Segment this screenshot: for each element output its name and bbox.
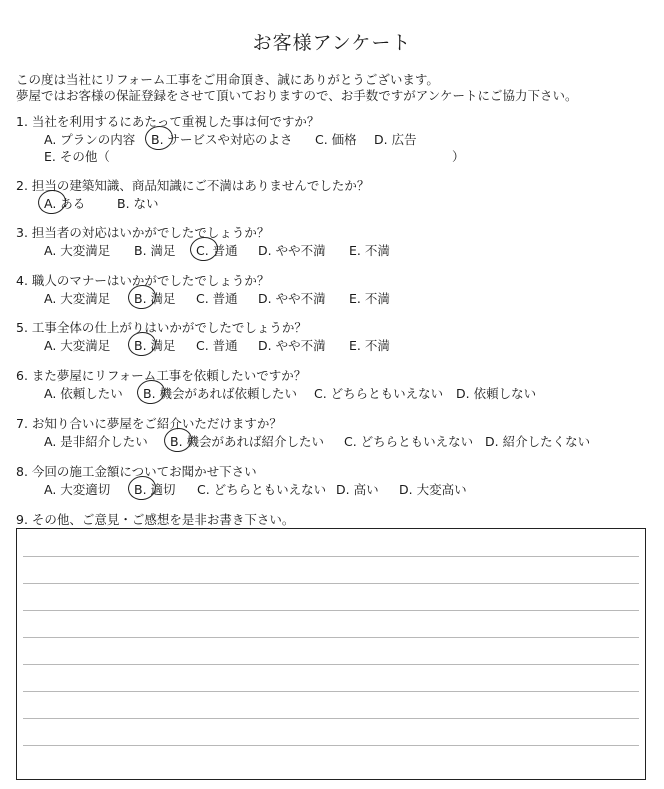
option-q8-e[interactable]: D. 大変高い <box>399 482 467 497</box>
option-q3-a[interactable]: A. 大変満足 <box>44 243 111 258</box>
option-q3-e[interactable]: E. 不満 <box>349 243 390 258</box>
page-title: お客様アンケート <box>252 32 412 54</box>
option-q1-d[interactable]: D. 広告 <box>374 132 417 147</box>
option-q4-b[interactable]: B. 満足 <box>134 291 176 306</box>
writing-line <box>23 583 639 584</box>
option-q4-a[interactable]: A. 大変満足 <box>44 291 111 306</box>
option-q1-b[interactable]: B. サービスや対応のよさ <box>151 132 293 147</box>
option-q5-b[interactable]: B. 満足 <box>134 338 176 353</box>
option-q1-e-close: ） <box>452 149 465 164</box>
option-q5-c[interactable]: C. 普通 <box>196 338 238 353</box>
question-7: 7. お知り合いに夢屋をご紹介いただけますか？ <box>16 416 282 431</box>
option-q1-c[interactable]: C. 価格 <box>315 132 357 147</box>
options-q5 <box>44 336 464 354</box>
option-q7-a[interactable]: A. 是非紹介したい <box>44 434 148 449</box>
option-q6-d[interactable]: D. 依頼しない <box>456 386 537 401</box>
option-q4-e[interactable]: E. 不満 <box>349 291 390 306</box>
options-q3 <box>44 241 464 259</box>
option-q8-c[interactable]: C. どちらともいえない <box>197 482 327 497</box>
question-9: 9. その他、ご意見・ご感想を是非お書き下さい。 <box>16 512 295 527</box>
option-q8-a[interactable]: A. 大変適切 <box>44 482 111 497</box>
question-2: 2. 担当の建築知識、商品知識にご不満はありませんでしたか？ <box>16 178 370 193</box>
option-q2-a[interactable]: A. ある <box>44 196 86 211</box>
option-q6-b[interactable]: B. 機会があれば依頼したい <box>143 386 298 401</box>
option-q5-e[interactable]: E. 不満 <box>349 338 390 353</box>
option-q6-a[interactable]: A. 依頼したい <box>44 386 123 401</box>
writing-line <box>23 610 639 611</box>
question-3: 3. 担当者の対応はいかがでしたでしょうか？ <box>16 225 270 240</box>
options-q2 <box>44 194 344 212</box>
writing-line <box>23 556 639 557</box>
option-q8-d[interactable]: D. 高い <box>336 482 379 497</box>
question-6: 6. また夢屋にリフォーム工事を依頼したいですか？ <box>16 368 307 383</box>
options-q8 <box>44 480 644 498</box>
question-4: 4. 職人のマナーはいかがでしたでしょうか？ <box>16 273 270 288</box>
options-q1 <box>44 130 644 148</box>
option-q1-a[interactable]: A. プランの内容 <box>44 132 136 147</box>
writing-line <box>23 664 639 665</box>
option-q5-a[interactable]: A. 大変満足 <box>44 338 111 353</box>
options-q4 <box>44 289 464 307</box>
option-q8-b[interactable]: B. 適切 <box>134 482 176 497</box>
question-5: 5. 工事全体の仕上がりはいかがでしたでしょうか？ <box>16 320 307 335</box>
writing-line <box>23 691 639 692</box>
option-q4-d[interactable]: D. やや不満 <box>258 291 326 306</box>
question-8: 8. 今回の施工金額についてお聞かせ下さい <box>16 464 257 479</box>
options-q6 <box>44 384 644 402</box>
option-q7-d[interactable]: D. 紹介したくない <box>485 434 591 449</box>
option-q3-b[interactable]: B. 満足 <box>134 243 176 258</box>
option-q7-b[interactable]: B. 機会があれば紹介したい <box>170 434 325 449</box>
option-q5-d[interactable]: D. やや不満 <box>258 338 326 353</box>
writing-line <box>23 718 639 719</box>
option-q2-b[interactable]: B. ない <box>117 196 159 211</box>
option-q4-c[interactable]: C. 普通 <box>196 291 238 306</box>
option-q3-c[interactable]: C. 普通 <box>196 243 238 258</box>
comment-box[interactable] <box>16 528 646 780</box>
option-q6-c[interactable]: C. どちらともいえない <box>314 386 444 401</box>
intro-line-2: 夢屋ではお客様の保証登録をさせて頂いておりますので、お手数ですがアンケートにご協力下さい。 <box>16 88 578 103</box>
option-q7-c[interactable]: C. どちらともいえない <box>344 434 474 449</box>
writing-line <box>23 637 639 638</box>
option-q1-e[interactable]: E. その他（ <box>44 149 110 164</box>
options-q1-extra <box>44 147 644 165</box>
writing-line <box>23 745 639 746</box>
intro-line-1: この度は当社にリフォーム工事をご用命頂き、誠にありがとうございます。 <box>16 72 439 87</box>
options-q7 <box>44 432 644 450</box>
option-q3-d[interactable]: D. やや不満 <box>258 243 326 258</box>
question-1: 1. 当社を利用するにあたって重視した事は何ですか？ <box>16 114 320 129</box>
